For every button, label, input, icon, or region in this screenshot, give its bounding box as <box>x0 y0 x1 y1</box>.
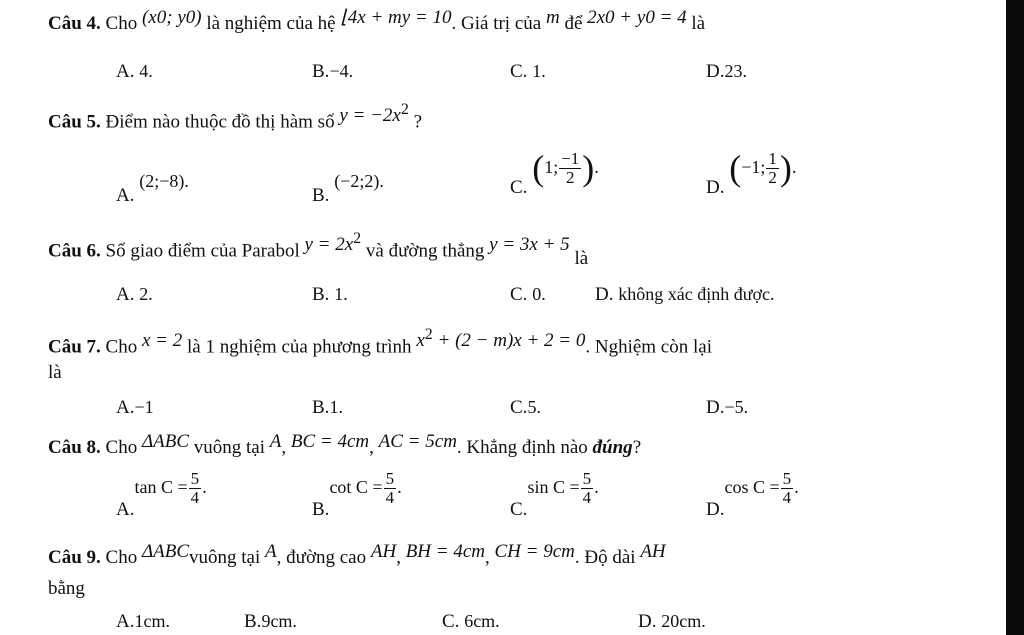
q9-continuation: bằng <box>48 578 85 599</box>
q4-text-3: . Giá trị của <box>451 13 542 34</box>
q4-math-system: ⌊4x + my = 10 <box>340 7 452 28</box>
option-value: 6cm. <box>464 611 500 631</box>
q8-option-b[interactable]: B.cot C = $\frac{5}{4}$ . <box>312 469 402 520</box>
q9-ah: AH <box>640 541 666 562</box>
q7-text-1: Cho <box>105 336 138 358</box>
q7-continuation: là <box>48 362 62 383</box>
q5-option-d[interactable]: D. (−1; $\frac{1}{2}$ ). <box>706 147 797 198</box>
option-value: 1. <box>329 397 343 417</box>
question-9-label: Câu 9. <box>48 547 101 568</box>
option-value: 0. <box>532 284 546 304</box>
option-letter: D. <box>706 397 725 418</box>
question-7 <box>48 326 712 358</box>
fraction <box>559 150 581 187</box>
q4-math-cond: 2x0 + y0 = 4 <box>587 7 687 28</box>
option-fn: cos C = <box>724 476 780 497</box>
q8-option-d[interactable]: D.cos C = $\frac{5}{4}$ . <box>706 469 799 520</box>
q9-option-b[interactable] <box>244 610 297 633</box>
option-letter: A. <box>116 611 135 632</box>
question-6-label: Câu 6. <box>48 240 101 262</box>
numerator: 5 <box>582 469 592 488</box>
question-5 <box>48 101 423 133</box>
q7-equation-x: x <box>416 330 425 352</box>
option-letter: A. <box>116 284 135 305</box>
question-5-label: Câu 5. <box>48 111 101 133</box>
option-value: 20cm. <box>661 611 706 631</box>
q8-bc: BC = 4cm <box>290 431 370 452</box>
numerator: −1 <box>561 149 580 168</box>
q8-ac: AC = 5cm <box>378 431 457 452</box>
q6-option-b[interactable] <box>312 283 348 306</box>
q8-triangle: ΔABC <box>141 431 190 452</box>
denominator: 2 <box>566 168 575 187</box>
numerator: 1 <box>768 149 777 168</box>
q7-option-a[interactable] <box>116 396 154 419</box>
option-letter: A. <box>116 498 135 520</box>
q4-text-4: để <box>564 13 583 34</box>
q9-text-3: , đường cao <box>276 547 367 568</box>
numerator: 5 <box>385 469 395 488</box>
q6-line: y = 3x + 5 <box>489 234 570 256</box>
q8-text-2: vuông tại <box>193 437 266 458</box>
q9-ch: CH = 9cm <box>494 541 575 562</box>
q6-option-d[interactable] <box>595 283 774 306</box>
scrollbar-strip[interactable] <box>1006 0 1024 635</box>
fraction <box>781 470 794 507</box>
q6-exponent: 2 <box>353 230 362 247</box>
q5-function: y = −2x <box>339 105 401 127</box>
numerator: 5 <box>782 469 792 488</box>
q5-option-c[interactable]: C. (1; $\frac{-1}{2}$ ). <box>510 147 600 198</box>
q7-root: x = 2 <box>141 330 183 352</box>
q8-question-mark: ? <box>632 437 642 458</box>
option-letter: D. <box>706 176 725 198</box>
option-fn: sin C = <box>527 476 580 497</box>
option-fn: cot C = <box>329 476 383 497</box>
q8-option-c[interactable]: C.sin C = $\frac{5}{4}$ . <box>510 469 599 520</box>
q9-text-4: . Độ dài <box>574 547 636 568</box>
numerator: 5 <box>190 469 200 488</box>
q9-option-c[interactable] <box>442 610 500 633</box>
q7-option-b[interactable] <box>312 396 343 419</box>
paren-right: ) <box>582 147 595 188</box>
q8-vertex: A <box>269 431 282 452</box>
option-value: 2. <box>139 284 153 304</box>
question-9: Câu 9. Cho ΔABCvuông tại A, đường cao AH, BH = 4cm, CH = 9cm. Độ dài AH <box>48 541 666 568</box>
q6-text-2: và đường thẳng <box>365 240 485 262</box>
q6-parabola: y = 2x <box>304 234 354 256</box>
q7-option-c[interactable] <box>510 396 541 419</box>
fraction <box>384 470 397 507</box>
q4-text-1: Cho <box>105 13 138 34</box>
q9-altitude: AH <box>370 541 397 562</box>
q9-option-a[interactable] <box>116 610 170 633</box>
option-letter: C. <box>510 284 528 305</box>
q5-text: Điểm nào thuộc đồ thị hàm số <box>105 111 335 133</box>
denominator: 4 <box>782 488 792 507</box>
question-4-label: Câu 4. <box>48 13 101 34</box>
q4-math-m: m <box>545 7 560 28</box>
option-value: 1. <box>334 284 348 304</box>
option-value: 1. <box>532 61 546 81</box>
q9-bh: BH = 4cm <box>405 541 485 562</box>
q9-text-2: vuông tại <box>189 547 261 568</box>
q8-bold-word: đúng <box>592 437 633 458</box>
option-letter: C. <box>442 611 460 632</box>
q5-question-mark: ? <box>413 111 423 133</box>
q8-text-1: Cho <box>105 437 138 458</box>
option-value: (2;−8). <box>139 171 189 191</box>
option-letter: D. <box>638 611 657 632</box>
q5-option-b[interactable] <box>312 170 384 206</box>
option-letter: C. <box>510 176 528 198</box>
q9-text-1: Cho <box>105 547 138 568</box>
q4-text-5: là <box>691 13 706 34</box>
option-prefix: 1; <box>544 156 559 177</box>
q7-equation-rest: + (2 − m)x + 2 = 0 <box>432 330 586 352</box>
question-8: Câu 8. Cho ΔABC vuông tại A, BC = 4cm, AC = 5cm. Khẳng định nào đúng? <box>48 431 642 458</box>
paren-right: ) <box>779 147 792 188</box>
option-letter: C. <box>510 397 528 418</box>
option-letter: B. <box>312 61 330 82</box>
denominator: 4 <box>190 488 200 507</box>
option-value: không xác định được. <box>618 284 775 304</box>
q6-option-c[interactable] <box>510 283 546 306</box>
q6-option-a[interactable] <box>116 283 153 306</box>
denominator: 2 <box>768 168 777 187</box>
q4-text-2: là nghiệm của hệ <box>206 13 336 34</box>
option-value: 1cm. <box>134 611 170 631</box>
fraction <box>766 150 779 187</box>
q7-text-2: là 1 nghiệm của phương trình <box>187 336 412 358</box>
q4-math-pair: (x0; y0) <box>141 7 202 28</box>
option-value: 23. <box>724 61 747 81</box>
q6-text-1: Số giao điểm của Parabol <box>105 240 300 262</box>
question-4 <box>48 7 706 35</box>
q5-exponent: 2 <box>400 101 409 118</box>
option-value: (−2;2). <box>334 171 384 191</box>
option-letter: D. <box>595 284 614 305</box>
q8-text-3: . Khẳng định nào <box>456 437 588 458</box>
option-value: 4. <box>139 61 153 81</box>
option-value: 9cm. <box>261 611 297 631</box>
option-value: 5. <box>527 397 541 417</box>
q5-option-a[interactable] <box>116 170 189 206</box>
option-value: −5. <box>724 397 749 417</box>
option-value: −4. <box>329 61 354 81</box>
q4-option-d[interactable] <box>706 60 747 83</box>
denominator: 4 <box>385 488 395 507</box>
q9-triangle: ΔABC <box>141 541 190 562</box>
paren-left: ( <box>729 147 742 188</box>
option-letter: B. <box>312 498 330 520</box>
question-8-label: Câu 8. <box>48 437 101 458</box>
denominator: 4 <box>582 488 592 507</box>
fraction <box>581 470 594 507</box>
fraction <box>189 470 202 507</box>
option-letter: B. <box>312 185 330 206</box>
option-value: −1 <box>134 397 154 417</box>
question-7-label: Câu 7. <box>48 336 101 358</box>
option-letter: D. <box>706 61 725 82</box>
option-letter: D. <box>706 498 725 520</box>
question-6 <box>48 230 589 270</box>
option-letter: B. <box>312 284 330 305</box>
option-letter: B. <box>312 397 330 418</box>
q9-vertex: A <box>265 541 277 562</box>
q4-option-c[interactable] <box>510 60 546 83</box>
option-letter: B. <box>244 611 262 632</box>
q9-option-d[interactable] <box>638 610 706 633</box>
q8-option-a[interactable]: A.tan C = $\frac{5}{4}$ . <box>116 469 207 520</box>
q6-text-3: là <box>574 248 589 270</box>
paren-left: ( <box>532 147 545 188</box>
option-letter: C. <box>510 498 528 520</box>
option-letter: A. <box>116 61 135 82</box>
q4-option-a[interactable] <box>116 60 153 83</box>
q7-option-d[interactable] <box>706 396 748 419</box>
option-letter: C. <box>510 61 528 82</box>
q4-option-b[interactable] <box>312 60 353 83</box>
option-letter: A. <box>116 185 135 206</box>
option-fn: tan C = <box>134 476 188 497</box>
option-letter: A. <box>116 397 135 418</box>
option-prefix: −1; <box>741 156 766 177</box>
q7-exponent: 2 <box>424 326 433 343</box>
q7-text-3: . Nghiệm còn lại <box>585 336 712 358</box>
